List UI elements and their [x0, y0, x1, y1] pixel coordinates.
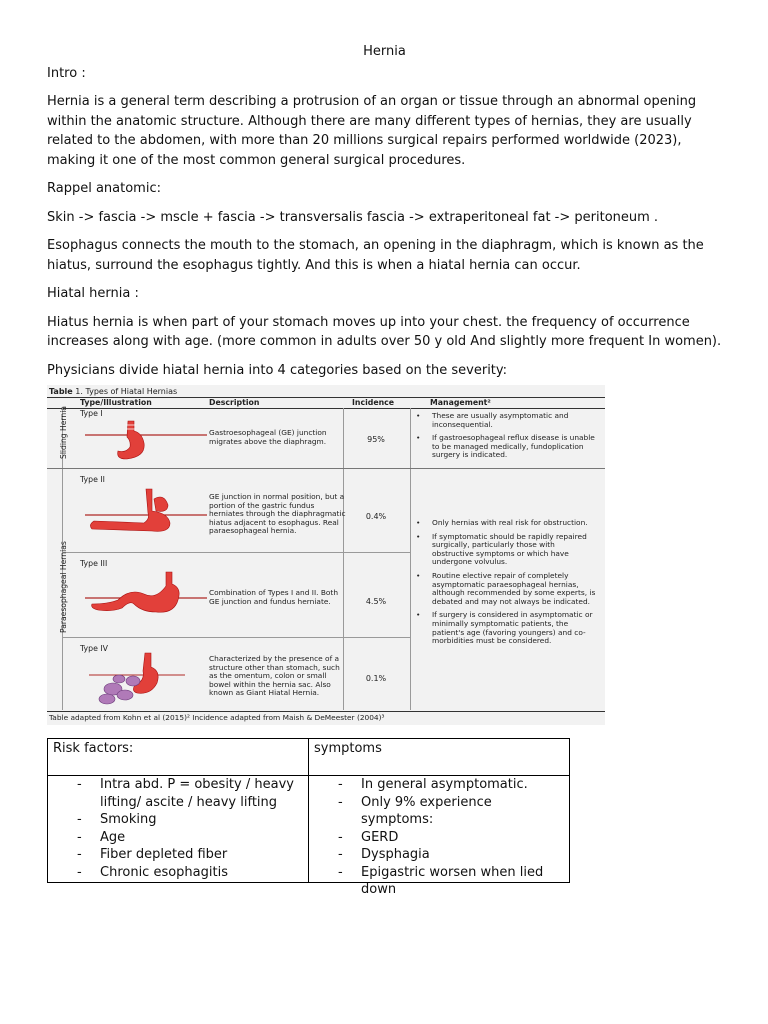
document-body [47, 42, 722, 389]
header-description: Description [209, 398, 260, 407]
esophagus-paragraph: Esophagus connects the mouth to the stomach, an opening in the diaphragm, which is known as the hiatus, surround the esophagus tightly. And this is when a hiatal hernia can occur. [47, 238, 704, 273]
hiatal-paragraph: Hiatus hernia is when part of your stomach moves up into your chest. the frequency of occurrence increases along with age. (more common in adults over 50 y old And slightly more frequent In women). [47, 314, 722, 349]
type-4-incidence: 0.1% [365, 674, 387, 683]
risk-symptoms-table [47, 738, 570, 897]
management-para-item: • If surgery is considered in asymptomatic or minimally symptomatic patients, the patient's age (favoring youngers) and co-morbidities must be considered. [412, 611, 597, 645]
type-1-label: Type I [80, 409, 103, 418]
rappel-label: Rappel anatomic: [47, 181, 161, 196]
type-2-incidence: 0.4% [365, 512, 387, 521]
type-2-illustration [82, 485, 212, 535]
management-paraesophageal [412, 519, 597, 651]
symptoms-list [308, 776, 566, 899]
list-item: - Age [47, 829, 295, 847]
type-4-illustration [87, 651, 187, 711]
type-1-illustration [82, 419, 212, 465]
header-type: Type/Illustration [80, 398, 152, 407]
management-para-item: • If symptomatic should be rapidly repaired surgically, particularly those with obstructive symptoms or which have undergone volvulus. [412, 533, 597, 567]
list-item: - Epigastric worsen when lied down [308, 864, 566, 899]
list-item: - Only 9% experience symptoms: [308, 794, 566, 829]
type-1-description: Gastroesophageal (GE) junction migrates above the diaphragm. [209, 428, 327, 446]
side-label-sliding: Sliding Hernia [59, 406, 68, 459]
list-item: - Fiber depleted fiber [47, 846, 295, 864]
list-item: - Dysphagia [308, 846, 566, 864]
page-title: Hernia [363, 44, 406, 59]
type-3-description: Combination of Types I and II. Both GE junction and fundus herniate. [209, 588, 339, 606]
list-item: - GERD [308, 829, 566, 847]
type-3-illustration [82, 570, 212, 620]
type-2-description: GE junction in normal position, but a portion of the gastric fundus herniates through the diaphragmatic hiatus adjacent to esophagus. Real paraesophageal hernia. [209, 492, 346, 536]
type-2-label: Type II [80, 475, 105, 484]
type-1-incidence: 95% [367, 435, 385, 444]
list-item: - In general asymptomatic. [308, 776, 566, 794]
type-3-label: Type III [80, 559, 108, 568]
intro-label: Intro : [47, 65, 86, 81]
management-sliding [412, 412, 597, 465]
figure-footnote: Table adapted from Kohn et al (2015)² Incidence adapted from Maish & DeMeester (2004)³ [49, 713, 385, 722]
management-sliding-item: • If gastroesophageal reflux disease is unable to be managed medically, fundoplication surgery is indicated. [412, 434, 597, 460]
physicians-paragraph: Physicians divide hiatal hernia into 4 categories based on the severity: [47, 362, 508, 378]
list-item: - Chronic esophagitis [47, 864, 295, 882]
list-item: - Intra abd. P = obesity / heavy lifting/ ascite / heavy lifting [47, 776, 295, 811]
management-sliding-item: • These are usually asymptomatic and inconsequential. [412, 412, 597, 429]
management-para-item: • Only hernias with real risk for obstruction. [412, 519, 597, 528]
symptoms-header: symptoms [314, 741, 382, 756]
intro-paragraph: Hernia is a general term describing a protrusion of an organ or tissue through an abnormal opening within the anatomic structure. Although there are many different types of hernias, they are usually related to the abdomen, with more than 20 millions surgical repairs performed worldwide (2023), making it one of the most common general surgical procedures. [47, 94, 697, 168]
hiatal-label: Hiatal hernia : [47, 286, 139, 301]
risk-factors-header: Risk factors: [53, 741, 134, 756]
type-4-description: Characterized by the presence of a structure other than stomach, such as the omentum, colon or small bowel within the hernia sac. Also known as Giant Hiatal Hernia. [209, 654, 340, 698]
side-label-paraesophageal: Paraesophageal Hernias [59, 541, 68, 633]
rappel-paragraph: Skin -> fascia -> mscle + fascia -> transversalis fascia -> extraperitoneal fat -> peritoneum . [47, 209, 659, 225]
risk-factors-list [47, 776, 295, 881]
header-incidence: Incidence [352, 398, 395, 407]
hiatal-hernia-types-figure [47, 385, 605, 725]
list-item: - Smoking [47, 811, 295, 829]
management-para-item: • Routine elective repair of completely asymptomatic paraesophageal hernias, although recommended by some experts, is debated and may not always be indicated. [412, 572, 597, 606]
type-3-incidence: 4.5% [365, 597, 387, 606]
type-4-label: Type IV [80, 644, 109, 653]
header-management: Management² [430, 398, 491, 407]
figure-caption: Table 1. Types of Hiatal Hernias [49, 387, 178, 396]
